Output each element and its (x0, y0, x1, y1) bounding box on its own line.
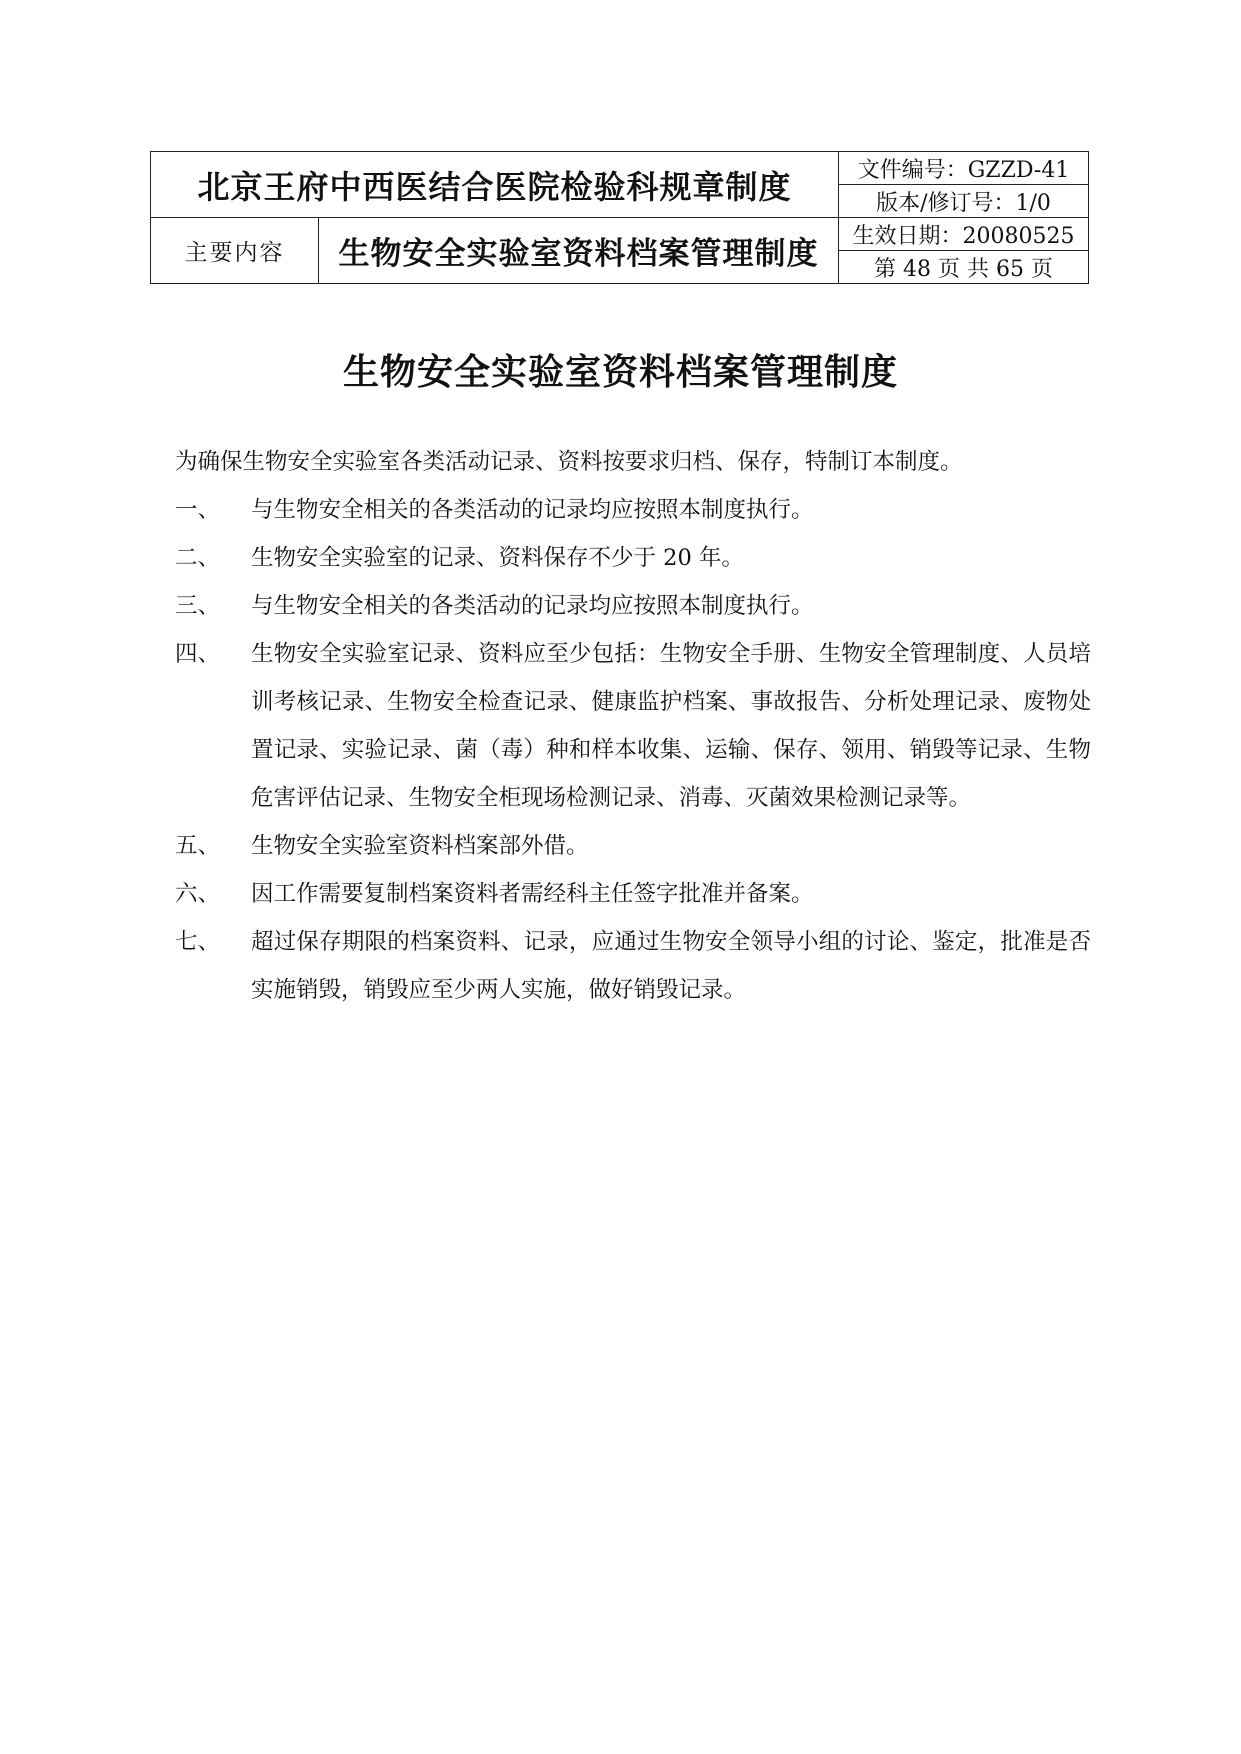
page-info: 第 48 页 共 65 页 (839, 251, 1089, 284)
hospital-dept-title: 北京王府中西医结合医院检验科规章制度 (151, 152, 839, 218)
clause-item (175, 582, 1105, 630)
intro-paragraph: 为确保生物安全实验室各类活动记录、资料按要求归档、保存，特制订本制度。 (175, 449, 963, 475)
clause-item (175, 486, 1105, 534)
clause-text: 超过保存期限的档案资料、记录，应通过生物安全领导小组的讨论、鉴定，批准是否实施销毁，销毁应至少两人实施，做好销毁记录。 (251, 929, 1091, 1003)
content-title: 生物安全实验室资料档案管理制度 (319, 218, 839, 284)
clause-number: 三、 (175, 593, 221, 619)
clause-list (175, 486, 1105, 1014)
clause-text: 生物安全实验室资料档案部外借。 (251, 833, 589, 859)
clause-text: 因工作需要复制档案资料者需经科主任签字批准并备案。 (251, 881, 814, 907)
clause-number: 一、 (175, 497, 221, 523)
clause-number: 五、 (175, 833, 221, 859)
clause-item (175, 918, 1105, 1014)
content-label: 主要内容 (151, 218, 319, 284)
clause-number: 六、 (175, 881, 221, 907)
clause-item (175, 822, 1105, 870)
clause-item (175, 870, 1105, 918)
clause-item (175, 630, 1105, 822)
clause-text: 与生物安全相关的各类活动的记录均应按照本制度执行。 (251, 497, 814, 523)
clause-item (175, 534, 1105, 582)
clause-number: 四、 (175, 641, 221, 667)
effective-date: 生效日期：20080525 (839, 218, 1089, 251)
version-number: 版本/修订号：1/0 (839, 185, 1089, 218)
clause-text: 与生物安全相关的各类活动的记录均应按照本制度执行。 (251, 593, 814, 619)
clause-text: 生物安全实验室的记录、资料保存不少于 20 年。 (251, 545, 744, 571)
doc-number: 文件编号：GZZD-41 (839, 152, 1089, 185)
clause-number: 二、 (175, 545, 221, 571)
document-header-table (150, 151, 1089, 284)
document-body (175, 438, 1105, 1014)
document-title: 生物安全实验室资料档案管理制度 (342, 352, 898, 393)
clause-text: 生物安全实验室记录、资料应至少包括：生物安全手册、生物安全管理制度、人员培训考核记录、生物安全检查记录、健康监护档案、事故报告、分析处理记录、废物处置记录、实验记录、菌（毒）种和样本收集、运输、保存、领用、销毁等记录、生物危害评估记录、生物安全柜现场检测记录、消毒、灭菌效果检测记录等。 (251, 641, 1091, 811)
clause-number: 七、 (175, 929, 221, 955)
